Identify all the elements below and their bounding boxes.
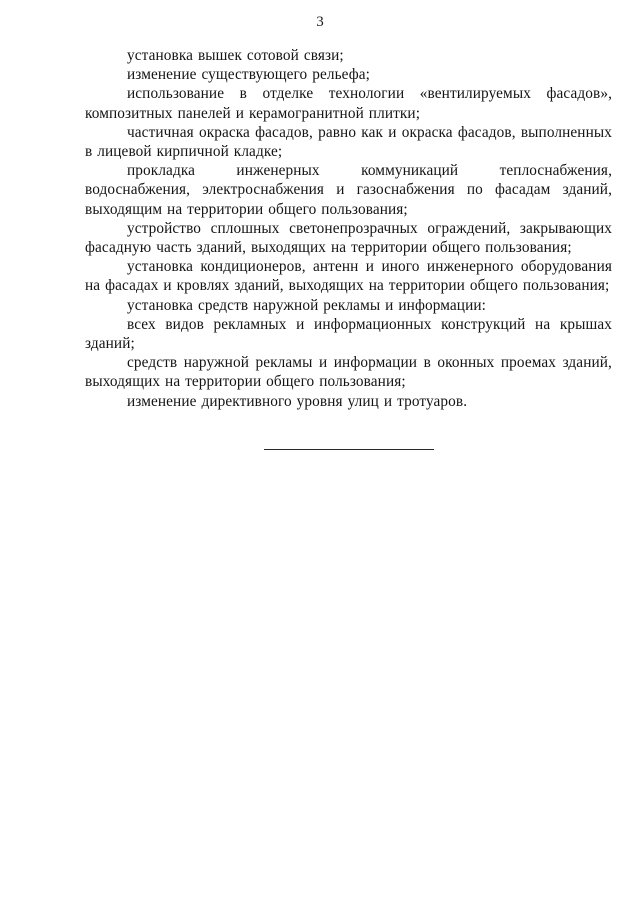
paragraph: всех видов рекламных и информационных конструкций на крышах зданий;	[85, 315, 612, 353]
paragraph: устройство сплошных светонепрозрачных ограждений, закрывающих фасадную часть зданий, выходящих на территории общего пользования;	[85, 219, 612, 257]
page-number: 3	[316, 14, 324, 30]
document-body-text	[85, 46, 612, 450]
paragraph: прокладка инженерных коммуникаций теплоснабжения, водоснабжения, электроснабжения и газоснабжения по фасадам зданий, выходящим на территории общего пользования;	[85, 162, 612, 218]
section-end-divider	[264, 449, 434, 450]
paragraph: установка средств наружной рекламы и информации:	[127, 296, 486, 314]
paragraph: изменение существующего рельефа;	[127, 66, 370, 84]
paragraph: средств наружной рекламы и информации в оконных проемах зданий, выходящих на территории общего пользования;	[85, 354, 612, 391]
paragraph: использование в отделке технологии «вентилируемых фасадов», композитных панелей и керамогранитной плитки;	[85, 85, 612, 122]
paragraph: частичная окраска фасадов, равно как и окраска фасадов, выполненных в лицевой кирпичной кладке;	[85, 123, 612, 161]
paragraph: установка кондиционеров, антенн и иного инженерного оборудования на фасадах и кровлях зданий, выходящих на территории общего пользования;	[85, 258, 612, 295]
paragraph: изменение директивного уровня улиц и тротуаров.	[127, 392, 468, 410]
paragraph: установка вышек сотовой связи;	[127, 47, 344, 64]
